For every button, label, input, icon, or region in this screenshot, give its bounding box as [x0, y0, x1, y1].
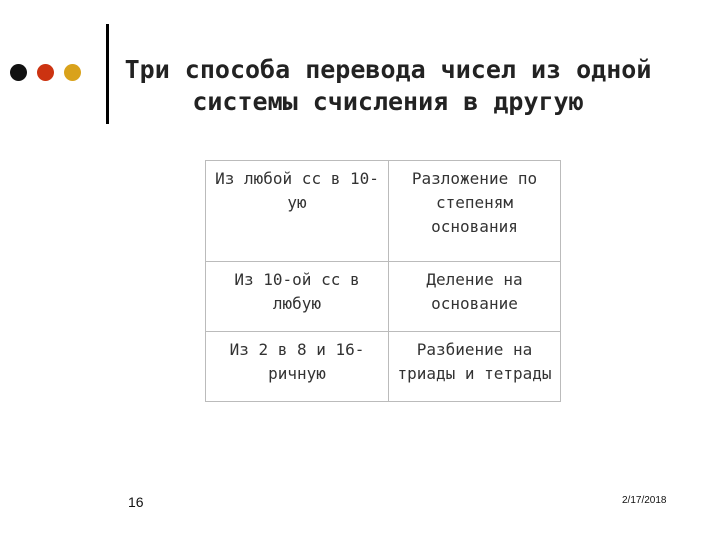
- slide-date: 2/17/2018: [622, 495, 667, 506]
- table-cell-method: Разбиение на триады и тетрады: [389, 331, 561, 401]
- table-row: [206, 161, 561, 262]
- table-row: [206, 261, 561, 331]
- vertical-divider: [106, 24, 109, 124]
- table-cell-from: Из любой сс в 10-ую: [206, 161, 389, 262]
- slide-title: Три способа перевода чисел из одной системы счисления в другую: [124, 55, 652, 116]
- bullet-dots: [10, 64, 81, 81]
- page-number: 16: [128, 494, 144, 510]
- table-cell-from: Из 2 в 8 и 16-ричную: [206, 331, 389, 401]
- table-cell-from: Из 10-ой сс в любую: [206, 261, 389, 331]
- black-dot-icon: [10, 64, 27, 81]
- conversion-methods-table: [205, 160, 561, 402]
- yellow-dot-icon: [64, 64, 81, 81]
- table-cell-method: Разложение по степеням основания: [389, 161, 561, 262]
- table-row: [206, 331, 561, 401]
- table-cell-method: Деление на основание: [389, 261, 561, 331]
- red-dot-icon: [37, 64, 54, 81]
